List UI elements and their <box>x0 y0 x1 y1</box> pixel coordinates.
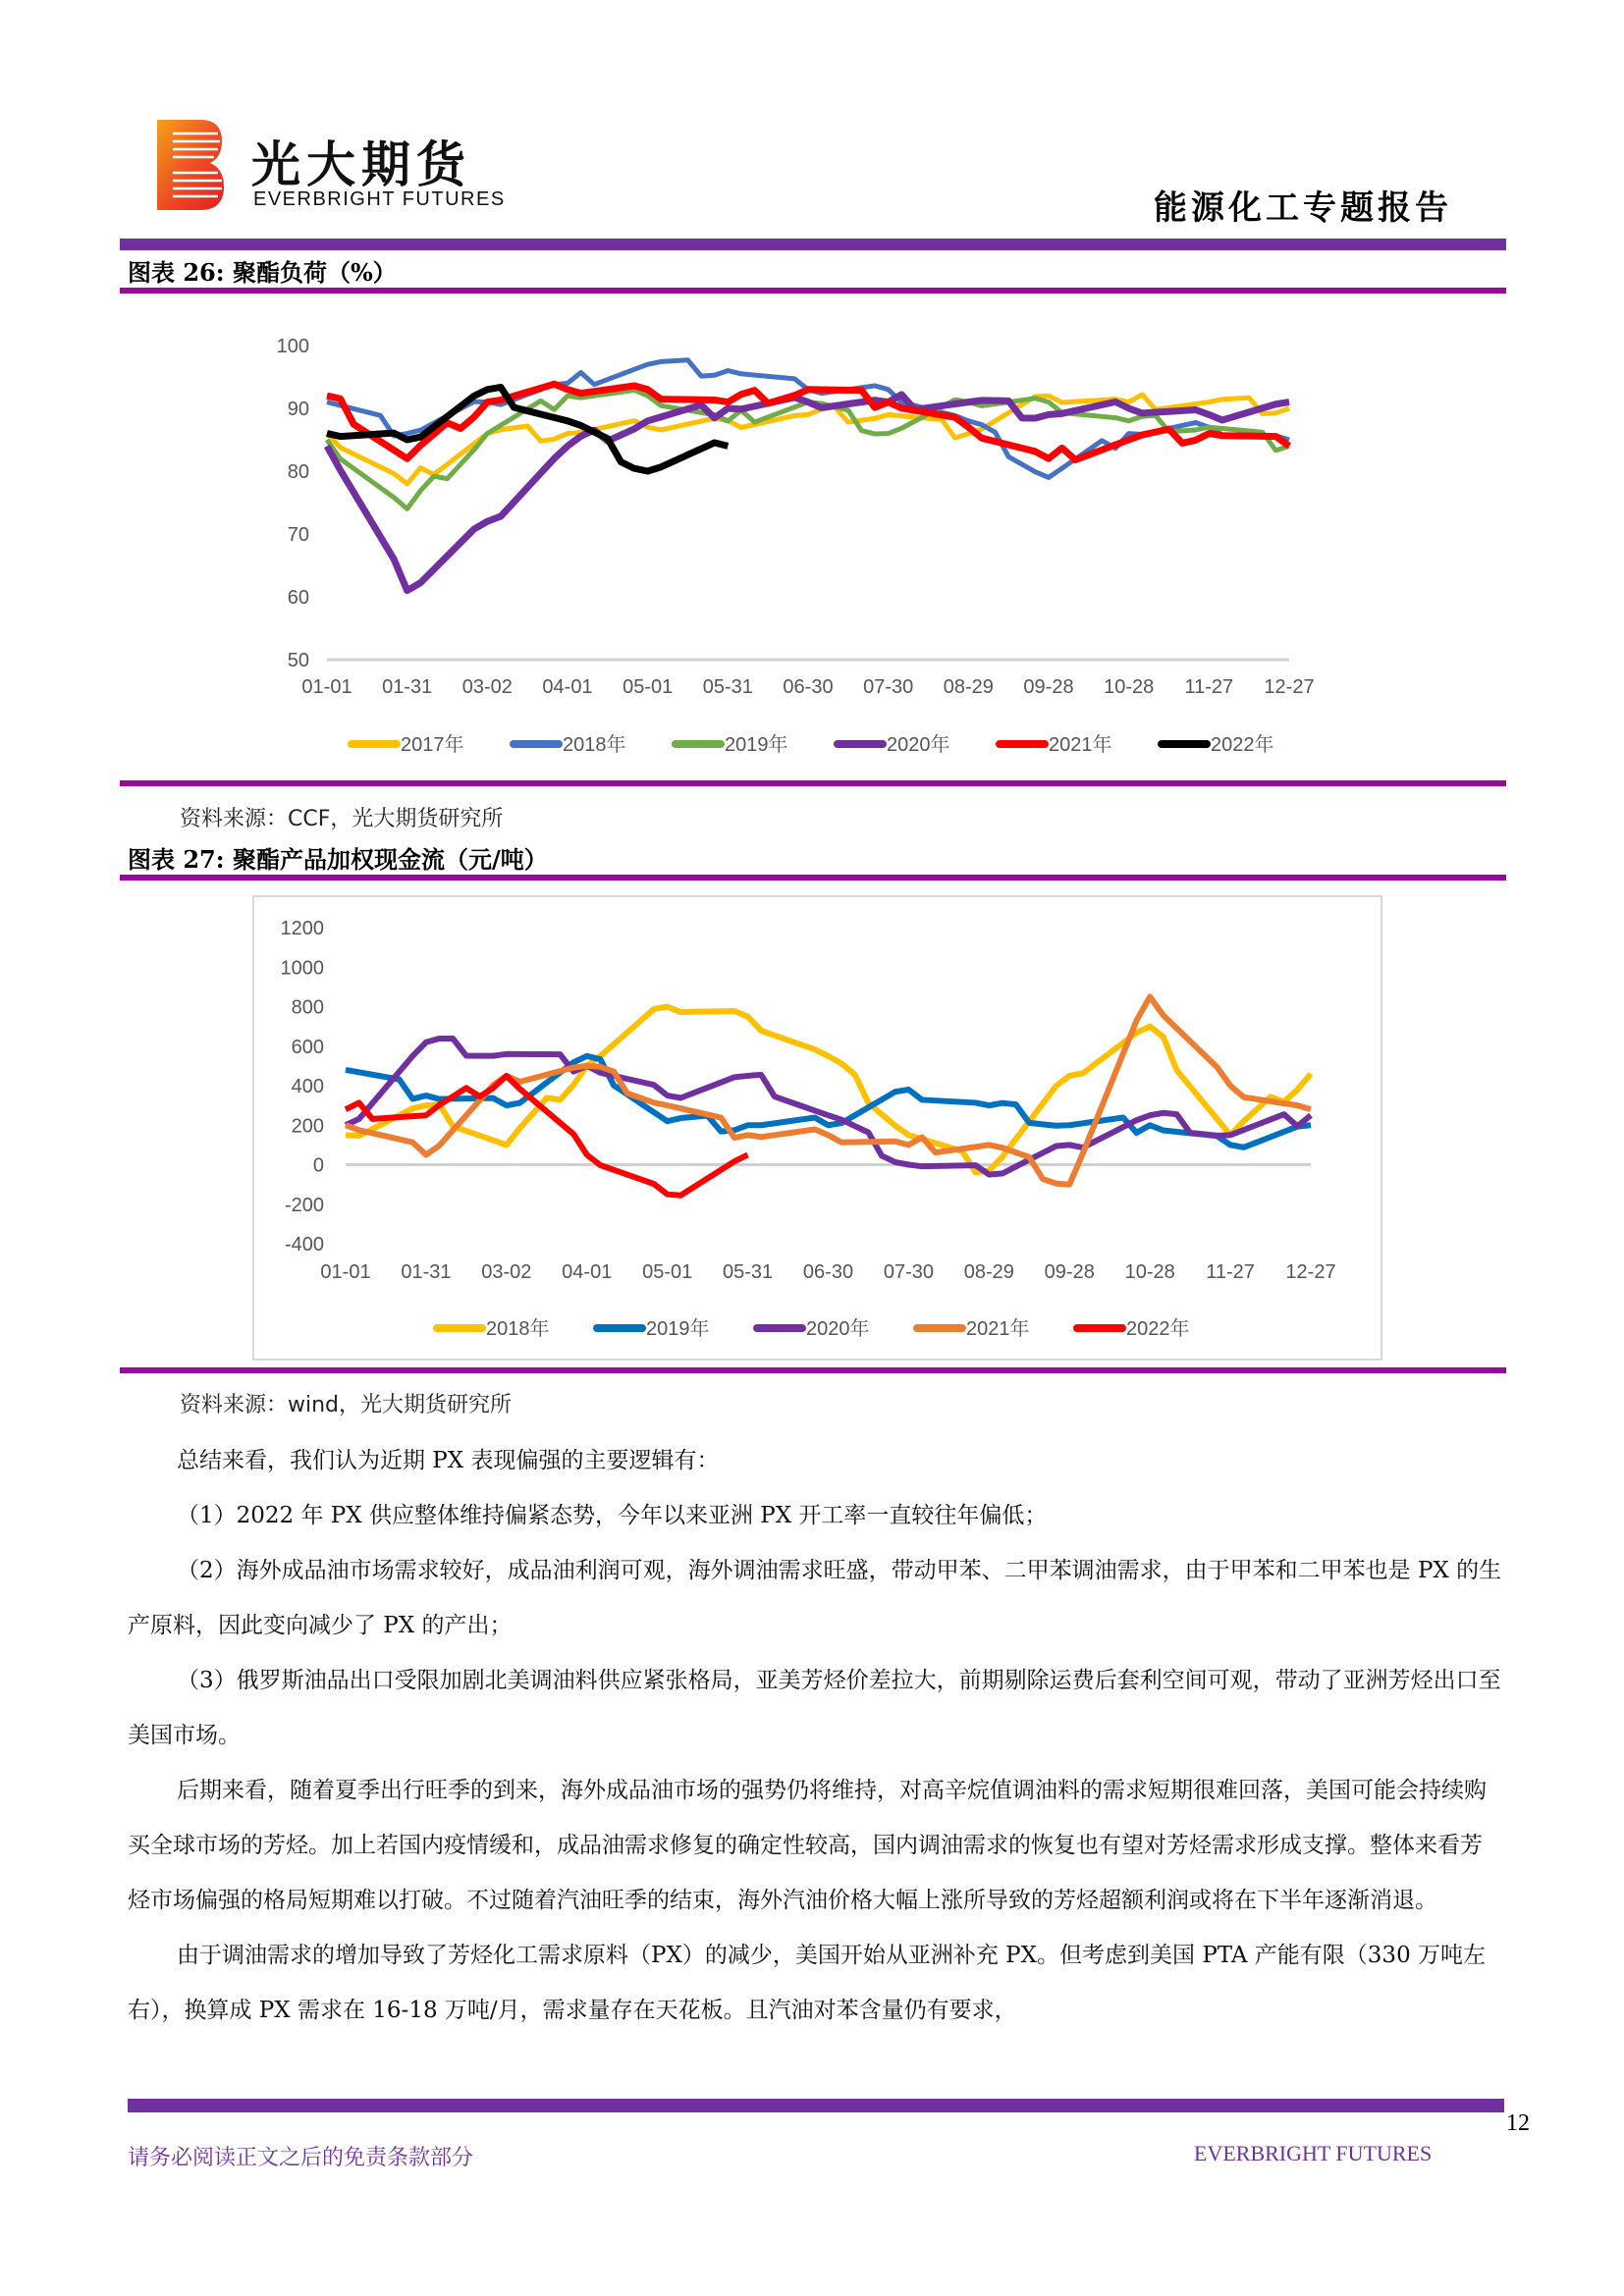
x-tick-label: 07-30 <box>863 676 914 698</box>
x-tick-label: 04-01 <box>542 676 593 698</box>
y-tick-label: 800 <box>291 996 324 1019</box>
legend-label: 2018年 <box>486 1318 550 1340</box>
y-tick-label: 600 <box>291 1036 324 1058</box>
x-tick-label: 01-01 <box>301 676 352 698</box>
x-tick-label: 05-31 <box>702 676 753 698</box>
paragraph-point-1: （1）2022 年 PX 供应整体维持偏紧态势，今年以来亚洲 PX 开工率一直较往年偏低； <box>177 1503 1048 1528</box>
legend-label: 2019年 <box>646 1318 710 1340</box>
legend-label: 2022年 <box>1126 1318 1190 1340</box>
y-tick-label: 80 <box>287 461 309 483</box>
y-tick-label: -200 <box>284 1194 324 1216</box>
legend-label: 2019年 <box>725 734 788 756</box>
y-tick-label: 90 <box>287 399 309 420</box>
x-tick-label: 11-27 <box>1206 1261 1255 1283</box>
page-number: 12 <box>1506 2110 1530 2136</box>
x-tick-label: 08-29 <box>943 676 994 698</box>
x-tick-label: 03-02 <box>461 676 513 698</box>
body-text <box>128 1433 1502 2038</box>
legend-label: 2021年 <box>1049 734 1112 756</box>
legend-label: 2020年 <box>806 1318 870 1340</box>
paragraph-point-3: （3）俄罗斯油品出口受限加剧北美调油料供应紧张格局，亚美芳烃价差拉大，前期剔除运费后套利空间可观，带动了亚洲芳烃出口至美国市场。 <box>128 1668 1501 1748</box>
y-tick-label: 60 <box>287 587 309 609</box>
x-tick-label: 01-01 <box>320 1261 371 1283</box>
x-tick-label: 10-28 <box>1124 1261 1175 1283</box>
y-tick-label: 50 <box>287 650 309 671</box>
y-tick-label: 400 <box>291 1076 324 1097</box>
figure27-title: 图表 27: 聚酯产品加权现金流（元/吨） <box>128 845 548 874</box>
y-tick-label: 1200 <box>280 918 324 939</box>
legend-label: 2020年 <box>887 734 950 756</box>
x-tick-label: 12-27 <box>1285 1261 1336 1283</box>
figure26-title: 图表 26: 聚酯负荷（%） <box>128 258 397 287</box>
figure27-source: 资料来源：wind，光大期货研究所 <box>180 1393 513 1417</box>
report-title: 能源化工专题报告 <box>1154 188 1452 228</box>
x-tick-label: 06-30 <box>802 1261 854 1283</box>
x-tick-label: 12-27 <box>1264 676 1315 698</box>
y-tick-label: -400 <box>284 1234 324 1255</box>
x-tick-label: 08-29 <box>963 1261 1014 1283</box>
x-tick-label: 05-01 <box>623 676 674 698</box>
x-tick-label: 01-31 <box>382 676 433 698</box>
x-tick-label: 04-01 <box>562 1261 613 1283</box>
footer-brand: EVERBRIGHT FUTURES <box>1194 2141 1433 2165</box>
y-tick-label: 1000 <box>280 957 324 980</box>
figure27-bottom-divider <box>120 1367 1506 1373</box>
y-tick-label: 70 <box>287 524 309 546</box>
x-tick-label: 01-31 <box>401 1261 452 1283</box>
paragraph-us-demand: 由于调油需求的增加导致了芳烃化工需求原料（PX）的减少，美国开始从亚洲补充 PX。但考虑到美国 PTA 产能有限（330 万吨左右），换算成 PX 需求在 16-18 万吨/月，需求量存在天花板。且汽油对苯含量仍有要求， <box>128 1943 1487 2023</box>
legend-label: 2021年 <box>966 1318 1030 1340</box>
x-tick-label: 11-27 <box>1184 676 1234 698</box>
x-tick-label: 03-02 <box>481 1261 532 1283</box>
x-tick-label: 05-31 <box>723 1261 774 1283</box>
legend-label: 2018年 <box>563 734 626 756</box>
y-tick-label: 100 <box>276 336 309 357</box>
x-tick-label: 06-30 <box>783 676 834 698</box>
x-tick-label: 09-28 <box>1023 676 1074 698</box>
x-tick-label: 05-01 <box>642 1261 693 1283</box>
logo-chinese-name: 光大期货 <box>251 136 471 193</box>
legend-label: 2017年 <box>401 734 464 756</box>
footer-divider <box>128 2099 1504 2112</box>
logo-english-name: EVERBRIGHT FUTURES <box>253 188 506 210</box>
x-tick-label: 07-30 <box>883 1261 934 1283</box>
x-tick-label: 10-28 <box>1104 676 1155 698</box>
paragraph-point-2: （2）海外成品油市场需求较好，成品油利润可观，海外调油需求旺盛，带动甲苯、二甲苯调油需求，由于甲苯和二甲苯也是 PX 的生产原料，因此变向减少了 PX 的产出； <box>128 1558 1502 1638</box>
paragraph-summary: 总结来看，我们认为近期 PX 表现偏强的主要逻辑有： <box>177 1448 720 1473</box>
y-tick-label: 0 <box>312 1154 324 1177</box>
y-tick-label: 200 <box>291 1115 324 1138</box>
legend-label: 2022年 <box>1211 734 1274 756</box>
x-tick-label: 09-28 <box>1044 1261 1095 1283</box>
figure26-source: 资料来源：CCF，光大期货研究所 <box>180 807 504 831</box>
paragraph-outlook: 后期来看，随着夏季出行旺季的到来，海外成品油市场的强势仍将维持，对高辛烷值调油料的需求短期很难回落，美国可能会持续购买全球市场的芳烃。加上若国内疫情缓和，成品油需求修复的确定性较高，国内调油需求的恢复也有望对芳烃需求形成支撑。整体来看芳烃市场偏强的格局短期难以打破。不过随着汽油旺季的结束，海外汽油价格大幅上涨所导致的芳烃超额利润或将在下半年逐渐消退。 <box>128 1778 1487 1913</box>
footer-disclaimer: 请务必阅读正文之后的免责条款部分 <box>128 2146 474 2170</box>
